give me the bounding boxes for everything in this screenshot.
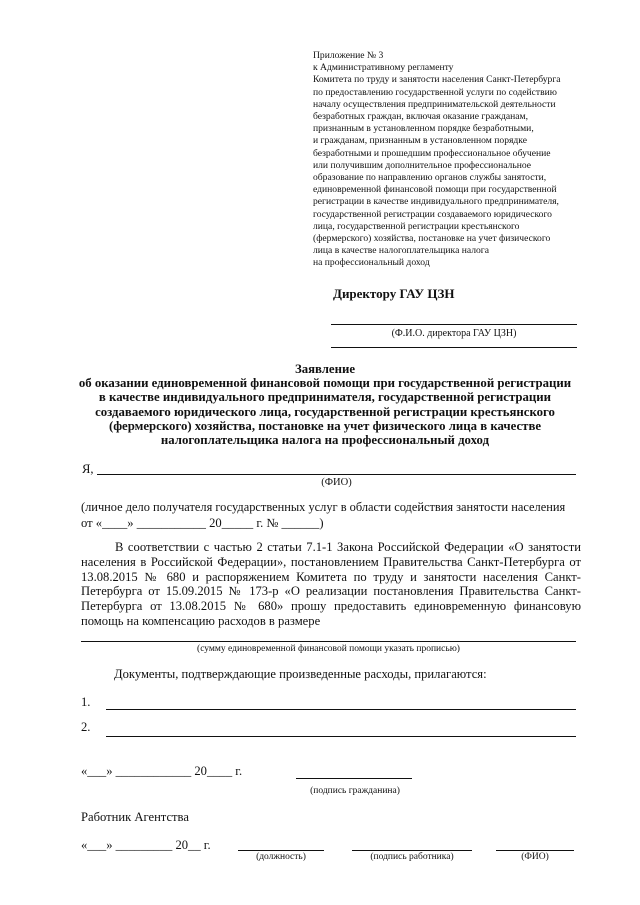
statement-title-block — [60, 362, 590, 447]
appendix-line: на профессиональный доход — [313, 257, 430, 269]
director-name-line — [331, 324, 577, 325]
appendix-block — [313, 50, 618, 270]
appendix-line: началу осуществления предпринимательской деятельности — [313, 98, 556, 110]
addressee-title: Директору ГАУ ЦЗН — [333, 286, 455, 301]
appendix-line: (фермерского) хозяйства, постановке на учет физического — [313, 233, 551, 245]
doc-item-line[interactable] — [106, 709, 576, 710]
appendix-line: лица, государственной регистрации крестьянского — [313, 220, 520, 232]
statement-title: Заявление — [294, 362, 356, 376]
director-extra-line — [331, 347, 577, 348]
worker-name-line[interactable] — [496, 850, 574, 851]
agency-worker-label: Работник Агентства — [81, 810, 189, 824]
statement-subtitle-line: (фермерского) хозяйства, постановке на учет физического лица в качестве — [108, 418, 542, 433]
applicant-sign-date[interactable]: «___» ____________ 20____ г. — [81, 764, 243, 778]
appendix-line: регистрации в качестве индивидуального предпринимателя, — [313, 196, 559, 208]
agency-date[interactable]: «___» _________ 20__ г. — [81, 838, 211, 852]
appendix-line: по предоставлению государственной услуги по содействию — [313, 86, 557, 98]
request-paragraph: В соответствии с частью 2 статьи 7.1-1 Закона Российской Федерации «О занятости населения в Российской Федерации», постановлением Правительства Санкт-Петербурга от 13.08.2015 № 680 и распоряжением Комитета по труду и занятости населения Санкт-Петербурга от 15.09.2015 № 173-р «О реализации постановления Правительства Санкт-Петербурга от 13.08.2015 № 680» прошу предоставить единовременную финансовую помощь на компенсацию расходов в размере — [81, 540, 581, 628]
appendix-line: Приложение № 3 — [313, 50, 384, 61]
worker-signature-line[interactable] — [352, 850, 472, 851]
appendix-line: Комитета по труду и занятости населения Санкт-Петербурга — [313, 74, 561, 86]
appendix-line: и гражданам, признанным в установленном порядке — [313, 135, 527, 147]
worker-signature-caption: (подпись работника) — [370, 852, 454, 862]
case-file-date[interactable]: от «____» ___________ 20_____ г. № ______) — [81, 516, 324, 530]
statement-subtitle-line: создаваемого юридического лица, государственной регистрации крестьянского — [95, 404, 555, 419]
position-caption: (должность) — [256, 852, 306, 862]
appendix-line: безработными и прошедшим профессиональное обучение — [313, 147, 551, 159]
appendix-line: признанным в установленном порядке безработными, — [313, 123, 534, 135]
appendix-line: лица в качестве налогоплательщика налога — [313, 245, 489, 257]
amount-line[interactable] — [81, 641, 576, 642]
statement-subtitle-line: налогоплательщика налога на профессиональный доход — [160, 433, 490, 448]
appendix-line: единовременной финансовой помощи при государственной — [313, 184, 557, 196]
director-name-caption: (Ф.И.О. директора ГАУ ЦЗН) — [391, 328, 517, 339]
statement-subtitle-line: об оказании единовременной финансовой помощи при государственной регистрации — [78, 376, 572, 391]
applicant-signature-line[interactable] — [296, 778, 412, 779]
documents-intro: Документы, подтверждающие произведенные расходы, прилагаются: — [114, 667, 487, 681]
doc-item-line[interactable] — [106, 736, 576, 737]
applicant-name-caption: (ФИО) — [321, 477, 352, 488]
case-file-line: (личное дело получателя государственных услуг в области содействия занятости населения — [81, 500, 566, 514]
applicant-name-line[interactable] — [97, 474, 576, 475]
position-line[interactable] — [238, 850, 324, 851]
doc-item-number: 2. — [81, 720, 91, 734]
appendix-line: образование по направлению органов службы занятости, — [313, 172, 547, 184]
doc-item-number: 1. — [81, 695, 91, 709]
appendix-line: безработных граждан, включая оказание гражданам, — [313, 111, 529, 123]
appendix-line: к Административному регламенту — [313, 62, 454, 74]
statement-subtitle-line: в качестве индивидуального предпринимателя, государственной регистрации — [98, 390, 552, 405]
appendix-line: или получившим дополнительное профессиональное — [313, 159, 532, 171]
worker-name-caption: (ФИО) — [521, 852, 549, 862]
amount-caption: (сумму единовременной финансовой помощи указать прописью) — [197, 644, 460, 654]
applicant-prefix: Я, — [82, 462, 94, 476]
applicant-signature-caption: (подпись гражданина) — [310, 786, 400, 796]
appendix-line: государственной регистрации создаваемого юридического — [313, 208, 552, 220]
